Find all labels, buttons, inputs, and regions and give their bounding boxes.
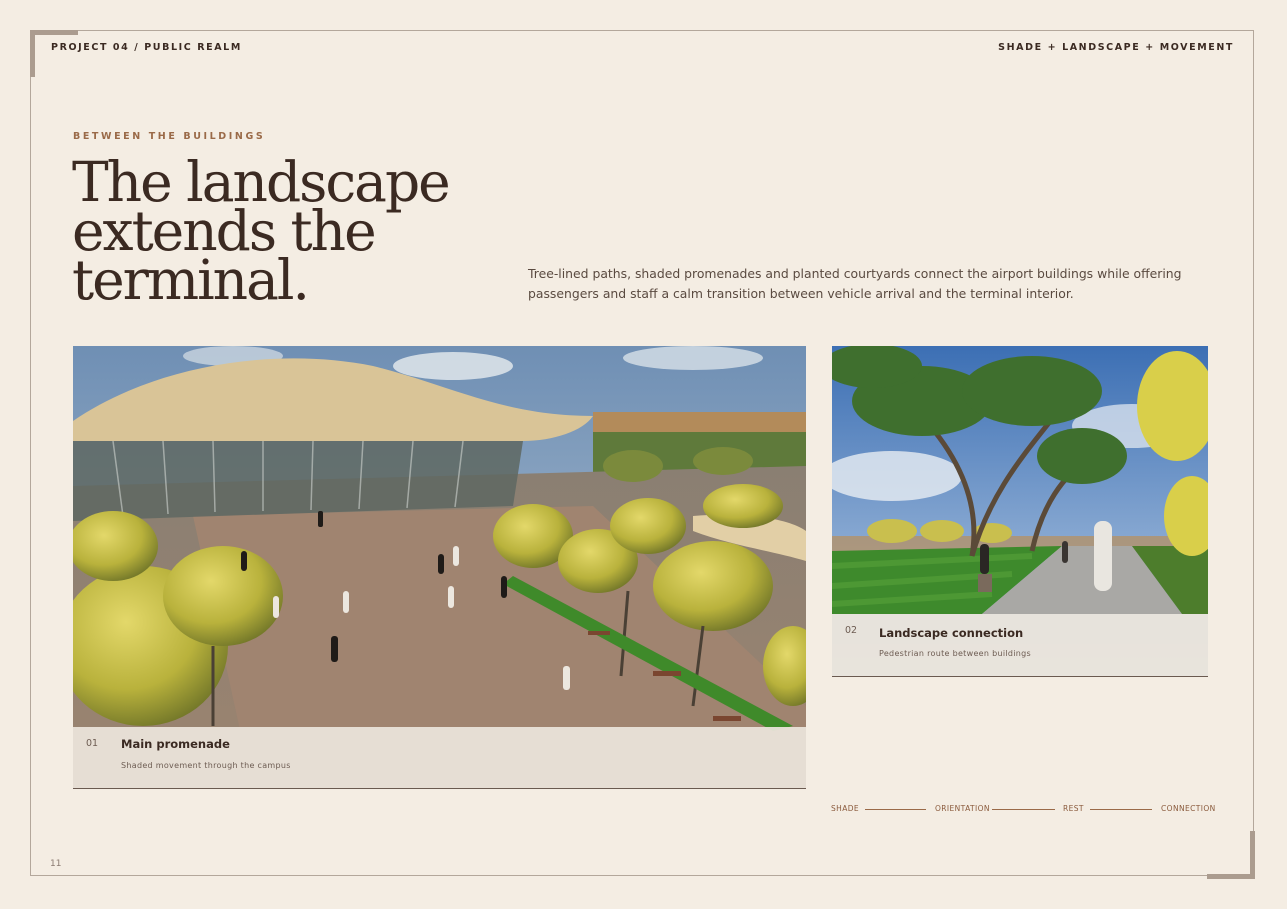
section-eyebrow: BETWEEN THE BUILDINGS [73, 131, 266, 142]
image-card-landscape-connection[interactable] [832, 346, 1208, 677]
intro-paragraph: Tree-lined paths, shaded promenades and planted courtyards connect the airport buildings while offering passengers and staff a calm transition between vehicle arrival and the terminal interior. [528, 266, 1182, 301]
image-caption [832, 614, 1208, 676]
theme-legend [831, 804, 1216, 816]
caption-title: Landscape connection [879, 626, 1024, 640]
legend-item-rest: REST [1063, 804, 1084, 813]
image-caption [73, 727, 806, 788]
caption-subtitle: Shaded movement through the campus [121, 761, 291, 770]
image-card-main-promenade[interactable] [73, 346, 806, 789]
legend-item-connection: CONNECTION [1161, 804, 1216, 813]
promenade-rendering-image [73, 346, 806, 789]
page-title [72, 150, 512, 312]
legend-item-shade: SHADE [831, 804, 860, 813]
title-line: extends the [72, 199, 375, 263]
caption-number: 02 [845, 625, 858, 636]
caption-number: 01 [86, 738, 99, 749]
corner-mark-top-left [30, 30, 78, 77]
caption-subtitle: Pedestrian route between buildings [879, 649, 1032, 658]
project-label: PROJECT 04 / PUBLIC REALM [51, 42, 242, 53]
caption-title: Main promenade [121, 737, 230, 751]
legend-divider [1090, 809, 1152, 810]
title-line: terminal. [72, 248, 308, 312]
legend-item-orientation: ORIENTATION [935, 804, 990, 813]
title-line: The landscape [72, 150, 449, 214]
corner-mark-bottom-right [1207, 831, 1255, 879]
page-number: 11 [50, 859, 62, 869]
theme-label: SHADE + LANDSCAPE + MOVEMENT [998, 42, 1234, 53]
legend-divider [992, 809, 1055, 810]
legend-divider [865, 809, 926, 810]
